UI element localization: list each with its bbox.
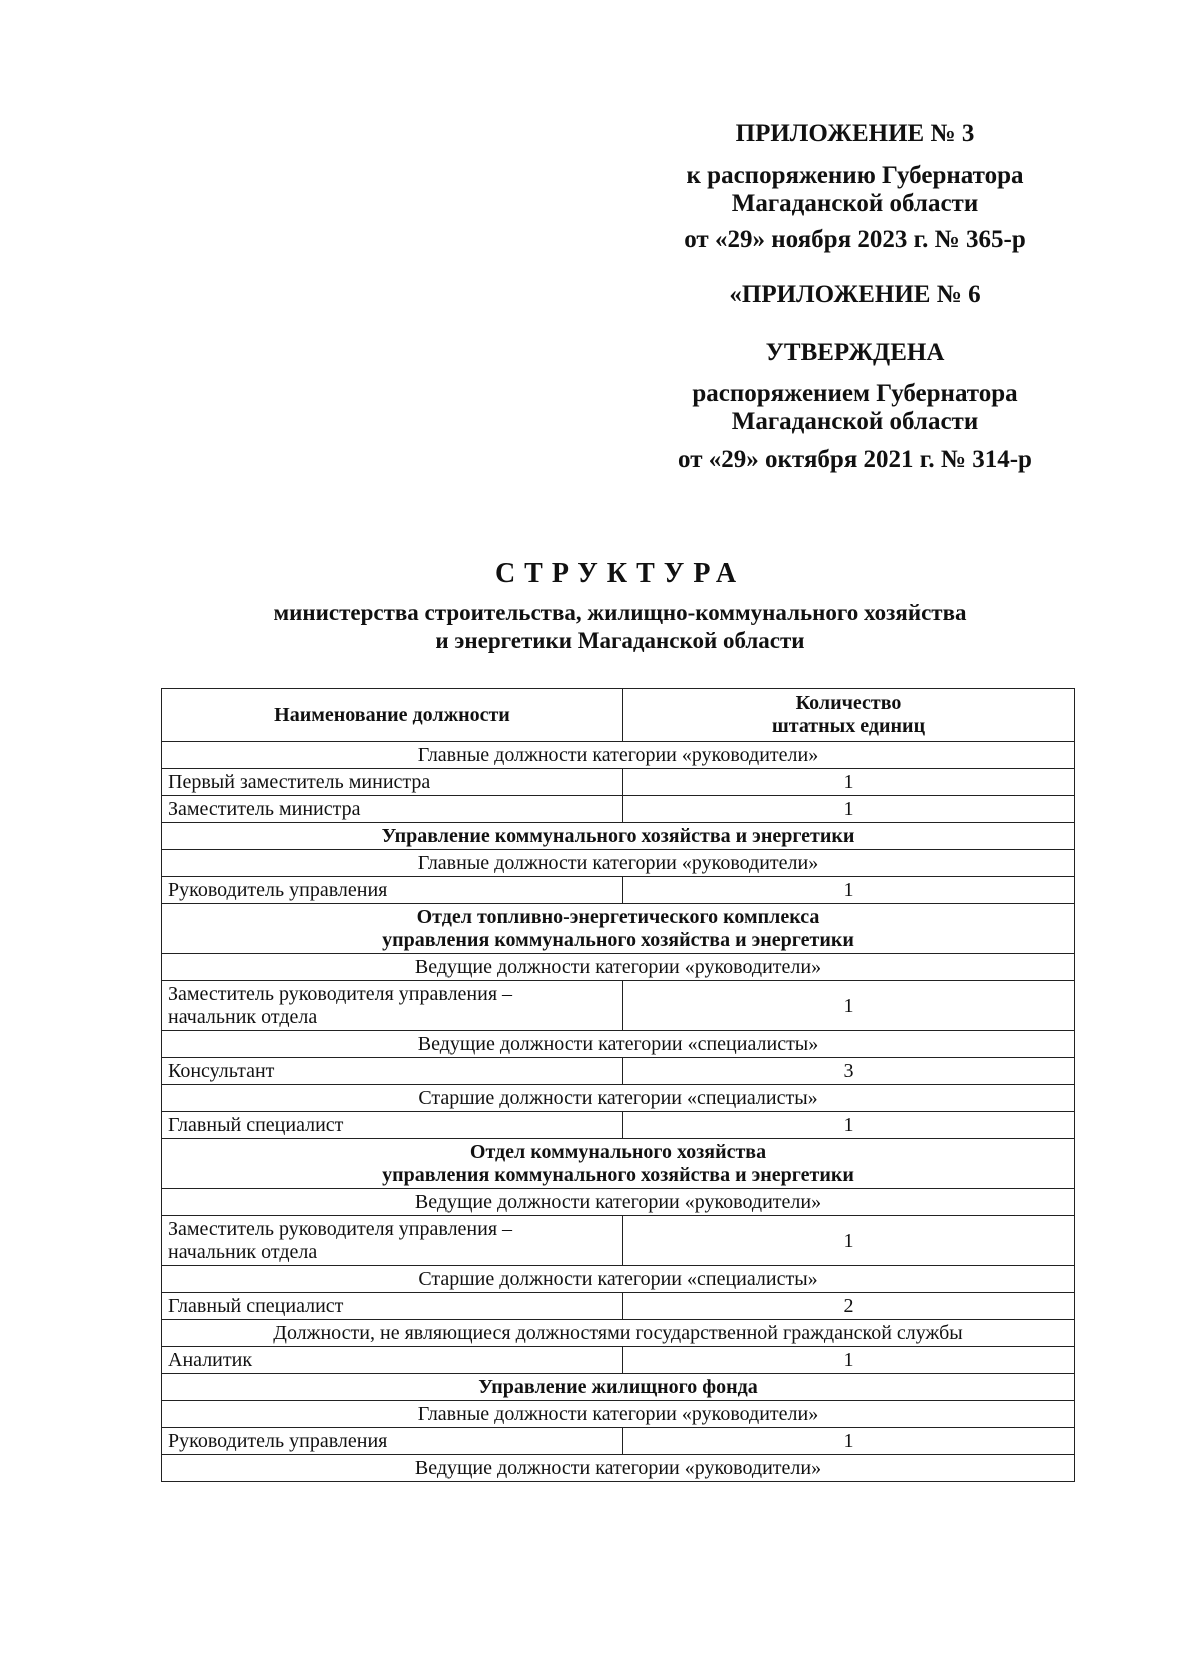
table-row (162, 1058, 1075, 1085)
category-row (162, 1401, 1075, 1428)
position-name-cell (162, 796, 623, 823)
approved-date-text: от «29» октября 2021 г. № 314-р (678, 446, 1032, 473)
column-header-name-text: Наименование должности (274, 703, 510, 726)
category-title-text: Старшие должности категории «специалисты» (418, 1087, 818, 1109)
document-title: СТРУКТУРА (494, 558, 746, 589)
category-title-text: Ведущие должности категории «руководители» (414, 956, 822, 978)
position-name-cell (162, 1216, 623, 1266)
previous-appendix (640, 281, 1070, 309)
appendix-number: ПРИЛОЖЕНИЕ № 3 (735, 120, 975, 147)
approved-label (640, 339, 1070, 367)
table-row (162, 1293, 1075, 1320)
position-name: Аналитик (168, 1349, 253, 1371)
column-header-count-line2: штатных единиц (771, 715, 926, 737)
category-title (162, 954, 1075, 981)
staff-count-cell: 1 (623, 1216, 1075, 1266)
approved-by-line1: распоряжением Губернатора (692, 380, 1018, 407)
section-title (162, 1139, 1075, 1189)
position-name-line2: начальник отдела (168, 1006, 318, 1028)
staff-count-cell: 1 (623, 1428, 1075, 1455)
category-row (162, 742, 1075, 769)
category-title-text: Должности, не являющиеся должностями государственной гражданской службы (273, 1322, 963, 1344)
category-row (162, 850, 1075, 877)
category-title (162, 1031, 1075, 1058)
category-row (162, 1189, 1075, 1216)
previous-appendix-text: «ПРИЛОЖЕНИЕ № 6 (729, 281, 981, 308)
category-title (162, 1266, 1075, 1293)
section-title (162, 904, 1075, 954)
category-title (162, 850, 1075, 877)
approved-by (640, 380, 1070, 436)
category-title-text: Ведущие должности категории «руководители» (414, 1457, 822, 1479)
position-name: Заместитель руководителя управления – (168, 983, 513, 1005)
table-body (162, 742, 1075, 1482)
order-date (640, 226, 1070, 254)
table-row (162, 769, 1075, 796)
order-date-text: от «29» ноября 2023 г. № 365-р (684, 226, 1026, 253)
category-title-text: Ведущие должности категории «руководители» (414, 1191, 822, 1213)
category-title-text: Ведущие должности категории «специалисты» (417, 1033, 819, 1055)
staff-count-cell: 1 (623, 877, 1075, 904)
section-title-text-line2: управления коммунального хозяйства и энергетики (382, 1164, 854, 1186)
document-subtitle-line2: и энергетики Магаданской области (435, 628, 805, 653)
table-row (162, 1216, 1075, 1266)
category-title (162, 1320, 1075, 1347)
table-row (162, 877, 1075, 904)
position-name: Главный специалист (168, 1114, 344, 1136)
structure-table (161, 688, 1075, 1482)
table-row (162, 1112, 1075, 1139)
position-name-line2: начальник отдела (168, 1241, 318, 1263)
order-reference (640, 162, 1070, 218)
appendix-heading (640, 120, 1070, 148)
section-row (162, 823, 1075, 850)
order-reference-line2: Магаданской области (731, 190, 979, 217)
position-name: Консультант (168, 1060, 275, 1082)
position-name-cell (162, 1058, 623, 1085)
position-name: Первый заместитель министра (168, 771, 431, 793)
staff-count-cell: 3 (623, 1058, 1075, 1085)
category-title-text: Главные должности категории «руководители» (417, 744, 819, 766)
position-name-cell (162, 981, 623, 1031)
category-title (162, 1189, 1075, 1216)
category-title (162, 1085, 1075, 1112)
section-row (162, 904, 1075, 954)
category-title-text: Старшие должности категории «специалисты» (418, 1268, 818, 1290)
category-row (162, 1031, 1075, 1058)
position-name-cell (162, 1347, 623, 1374)
section-title-text: Управление коммунального хозяйства и энергетики (381, 825, 855, 847)
staff-count-cell: 1 (623, 981, 1075, 1031)
position-name: Главный специалист (168, 1295, 344, 1317)
category-row (162, 1085, 1075, 1112)
category-row (162, 1266, 1075, 1293)
position-name: Заместитель министра (168, 798, 361, 820)
section-title-text: Отдел коммунального хозяйства (469, 1141, 767, 1163)
table-header-row (162, 689, 1075, 742)
category-title (162, 1401, 1075, 1428)
staff-count-cell: 1 (623, 796, 1075, 823)
position-name: Руководитель управления (168, 1430, 388, 1452)
position-name-cell (162, 1112, 623, 1139)
category-title-text: Главные должности категории «руководители» (417, 1403, 819, 1425)
staff-count-cell: 1 (623, 769, 1075, 796)
staff-count-cell: 1 (623, 1347, 1075, 1374)
table-row (162, 796, 1075, 823)
section-row (162, 1139, 1075, 1189)
section-title-text-line2: управления коммунального хозяйства и энергетики (382, 929, 854, 951)
column-header-count (623, 689, 1075, 742)
table-row (162, 1347, 1075, 1374)
category-row (162, 1455, 1075, 1482)
column-header-name (162, 689, 623, 742)
category-title-text: Главные должности категории «руководители» (417, 852, 819, 874)
position-name: Заместитель руководителя управления – (168, 1218, 513, 1240)
position-name-cell (162, 1293, 623, 1320)
category-title (162, 1455, 1075, 1482)
section-title (162, 1374, 1075, 1401)
table-row (162, 981, 1075, 1031)
staff-count-cell: 1 (623, 1112, 1075, 1139)
position-name-cell (162, 877, 623, 904)
approved-text: УТВЕРЖДЕНА (765, 339, 945, 366)
order-reference-line1: к распоряжению Губернатора (686, 162, 1024, 189)
column-header-count-line1: Количество (795, 692, 902, 714)
document-subtitle-line1: министерства строительства, жилищно-коммунального хозяйства (273, 600, 967, 625)
category-title (162, 742, 1075, 769)
section-title-text: Отдел топливно-энергетического комплекса (416, 906, 820, 928)
approved-date (640, 446, 1070, 474)
section-row (162, 1374, 1075, 1401)
position-name-cell (162, 1428, 623, 1455)
document-subtitle (150, 599, 1090, 655)
position-name: Руководитель управления (168, 879, 388, 901)
category-row (162, 1320, 1075, 1347)
section-title (162, 823, 1075, 850)
table-row (162, 1428, 1075, 1455)
staff-count-cell: 2 (623, 1293, 1075, 1320)
section-title-text: Управление жилищного фонда (478, 1376, 758, 1398)
approved-by-line2: Магаданской области (731, 408, 979, 435)
category-row (162, 954, 1075, 981)
position-name-cell (162, 769, 623, 796)
